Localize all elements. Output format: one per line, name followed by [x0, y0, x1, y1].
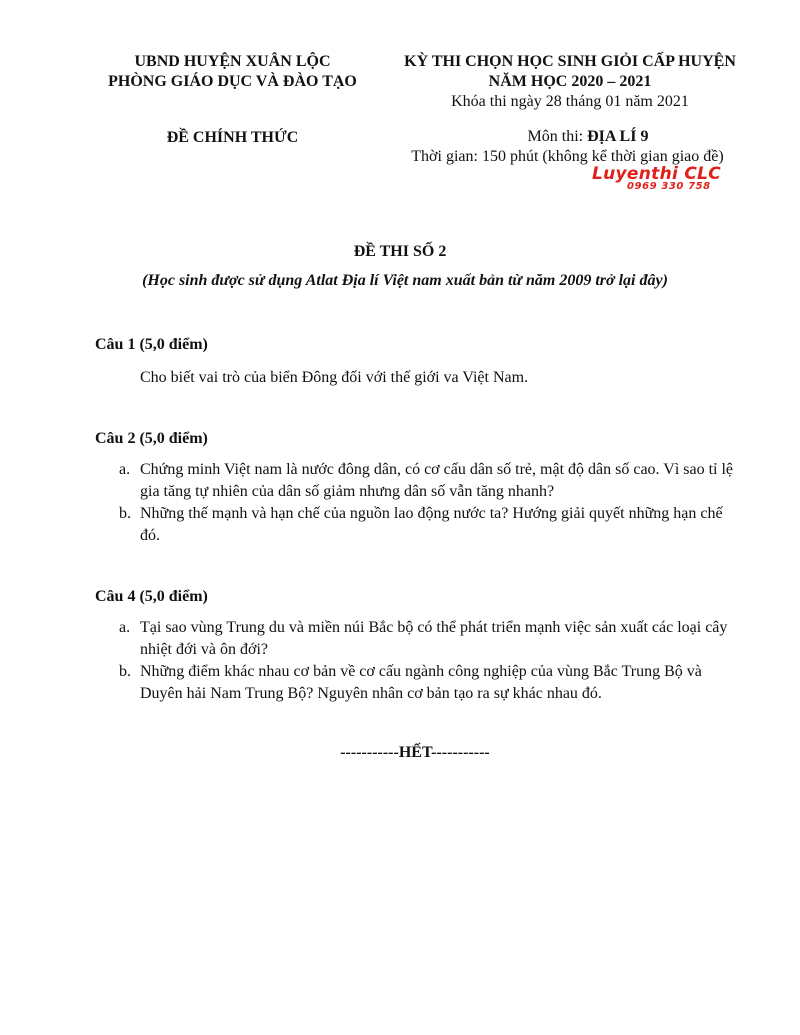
sheet-title: ĐỀ THI SỐ 2: [353, 243, 447, 260]
item-marker: b.: [119, 505, 131, 522]
org-line-1: UBND HUYỆN XUÂN LỘC: [134, 53, 331, 70]
exam-date: Khóa thi ngày 28 tháng 01 năm 2021: [451, 93, 689, 110]
question-2-heading: Câu 2 (5,0 điểm): [95, 430, 208, 447]
watermark-stamp: [592, 164, 742, 192]
subject-label: Môn thi:: [527, 128, 588, 145]
item-marker: a.: [119, 619, 131, 636]
item-text: Những thế mạnh và hạn chế của nguồn lao động nước ta? Hướng giải quyết những hạn chế đó.: [140, 505, 723, 544]
question-4-heading: Câu 4 (5,0 điểm): [95, 588, 208, 605]
question-2-item-b: [95, 503, 745, 547]
question-2-items: [95, 459, 745, 547]
item-text: Tại sao vùng Trung du và miền núi Bắc bộ có thể phát triển mạnh việc sản xuất các loại cây nhiệt đới và ôn đới?: [140, 619, 728, 658]
question-1-text: Cho biết vai trò của biển Đông đối với thế giới va Việt Nam.: [140, 369, 529, 386]
atlas-note: (Học sinh được sử dụng Atlat Địa lí Việt nam xuất bản từ năm 2009 trở lại đây): [142, 272, 668, 289]
question-4-item-a: [95, 617, 745, 661]
subject-line: [388, 128, 788, 146]
official-label: ĐỀ CHÍNH THỨC: [166, 129, 299, 146]
question-4-item-b: [95, 661, 745, 705]
item-text: Những điểm khác nhau cơ bản về cơ cấu ngành công nghiệp của vùng Bắc Trung Bộ và Duyên hải Nam Trung Bộ? Nguyên nhân cơ bản tạo ra sự khác nhau đó.: [140, 663, 702, 702]
org-line-2: PHÒNG GIÁO DỤC VÀ ĐÀO TẠO: [108, 73, 357, 90]
question-1-heading: Câu 1 (5,0 điểm): [95, 336, 208, 353]
subject-value: ĐỊA LÍ 9: [587, 128, 649, 145]
duration: Thời gian: 150 phút (không kể thời gian giao đề): [411, 148, 724, 165]
item-text: Chứng minh Việt nam là nước đông dân, có cơ cấu dân số trẻ, mật độ dân số cao. Vì sao tỉ lệ gia tăng tự nhiên của dân số giảm nhưng dân số vẫn tăng nhanh?: [140, 461, 734, 500]
watermark-phone: 0969 330 758: [627, 181, 711, 192]
question-4-items: [95, 617, 745, 705]
watermark-brand: Luyenthi CLC: [592, 164, 722, 184]
question-2-item-a: [95, 459, 745, 503]
item-marker: b.: [119, 663, 131, 680]
exam-line-1: KỲ THI CHỌN HỌC SINH GIỎI CẤP HUYỆN: [404, 53, 736, 70]
exam-line-2: NĂM HỌC 2020 – 2021: [488, 73, 652, 90]
end-marker: -----------HẾT-----------: [340, 744, 490, 761]
school-authority: [95, 52, 370, 92]
item-marker: a.: [119, 461, 131, 478]
exam-info: [370, 52, 770, 112]
